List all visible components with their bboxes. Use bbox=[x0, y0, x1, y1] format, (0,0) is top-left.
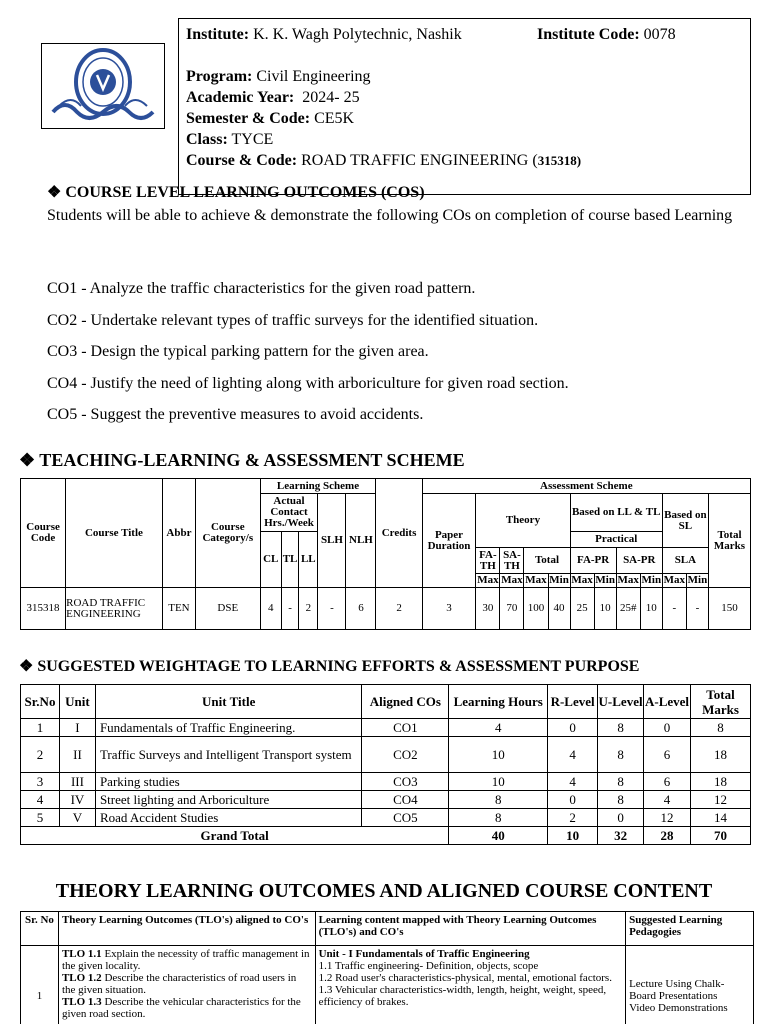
tls-heading: ❖ TEACHING-LEARNING & ASSESSMENT SCHEME bbox=[19, 450, 465, 470]
table-row: 3 III Parking studies CO3 10 4 8 6 18 bbox=[21, 773, 751, 791]
institute-emblem-icon bbox=[45, 46, 161, 126]
table-row: 5 V Road Accident Studies CO5 8 2 0 12 14 bbox=[21, 809, 751, 827]
co-item: CO5 - Suggest the preventive measures to avoid accidents. bbox=[47, 406, 424, 424]
co-item: CO4 - Justify the need of lighting along with arboriculture for given road section. bbox=[47, 374, 569, 392]
course-row: Course & Code: ROAD TRAFFIC ENGINEERING (315318) bbox=[186, 152, 582, 169]
table-row: 4 IV Street lighting and Arboriculture CO4 8 0 8 4 12 bbox=[21, 791, 751, 809]
course-info-box bbox=[178, 18, 751, 195]
weightage-table: Sr.No Unit Unit Title Aligned COs Learning Hours R-Level U-Level A-Level Total Marks 1 I Fundamentals of Traffic Engineering. CO1 4 0 8 0 8 2 II Traffic Surveys and Intelligent Transport system CO2 10 4 8 6 18 3 III Parking studies CO3 10 4 8 6 18 4 IV Street lighting and Arboriculture CO4 8 0 8 4 12 5 V Road Accident Studies CO5 8 2 0 12 14 Grand Total 40 10 32 28 70 bbox=[20, 684, 751, 845]
semester-row: Semester & Code: CE5K bbox=[186, 110, 355, 127]
institute-code-row: Institute Code: 0078 bbox=[537, 26, 676, 43]
pedagogy-cell: Lecture Using Chalk-Board Presentations Video Demonstrations bbox=[626, 946, 754, 1024]
co-heading: ❖ COURSE LEVEL LEARNING OUTCOMES (COS) bbox=[47, 184, 425, 201]
co-item: CO2 - Undertake relevant types of traffic surveys for the identified situation. bbox=[47, 311, 539, 329]
tlo-cell: TLO 1.1 Explain the necessity of traffic management in the given locality. TLO 1.2 Describe the characteristics of road users in the given situation. TLO 1.3 Describe the vehicular characteristics for the given road section. bbox=[58, 946, 315, 1024]
theory-heading: THEORY LEARNING OUTCOMES AND ALIGNED COURSE CONTENT bbox=[55, 880, 713, 902]
co-list bbox=[47, 279, 759, 437]
table-row: 315318 ROAD TRAFFIC ENGINEERING TEN DSE 4 - 2 - 6 2 3 30 70 100 40 25 10 25# 10 - - 150 bbox=[21, 588, 751, 630]
teaching-scheme-table: Course Code Course Title Abbr Course Category/s Learning Scheme Credits Assessment Scheme Actual Contact Hrs./Week SLH NLH Paper Duration Theory Based on LL & TL Based on SL Total Marks CL TL LL Practical FA-TH SA-TH Total FA-PR SA-PR SLA Max Max Max Min Max Min Max Min Max Min 315318 ROAD TRAFFIC ENGINEERING TEN DSE 4 - 2 - 6 2 3 30 70 100 40 25 10 25# 10 - - 150 bbox=[20, 478, 751, 630]
institute-code: 0078 bbox=[643, 26, 676, 43]
theory-outcomes-table: Sr. No Theory Learning Outcomes (TLO's) aligned to CO's Learning content mapped with Theory Learning Outcomes (TLO's) and CO's Suggested Learning Pedagogies 1 TLO 1.1 Explain the necessity of traffic management in the given locality. TLO 1.2 Describe the characteristics of road users in the given situation. TLO 1.3 Describe the vehicular characteristics for the given road section. Unit - I Fundamentals of Traffic Engineering 1.1 Traffic engineering- Definition, objects, scope 1.2 Road user's characteristics-physical, mental, emotional factors. 1.3 Vehicular characteristics-width, length, height, weight, speed, efficiency of brakes. Lecture Using Chalk-Board Presentations Video Demonstrations bbox=[20, 911, 754, 1024]
weightage-heading: ❖ SUGGESTED WEIGHTAGE TO LEARNING EFFORTS & ASSESSMENT PURPOSE bbox=[19, 658, 640, 675]
co-intro: Students will be able to achieve & demonstrate the following COs on completion of course based Learning bbox=[47, 207, 733, 224]
table-row: 2 II Traffic Surveys and Intelligent Transport system CO2 10 4 8 6 18 bbox=[21, 737, 751, 773]
grand-total-row: Grand Total 40 10 32 28 70 bbox=[21, 827, 751, 845]
co-item: CO3 - Design the typical parking pattern for the given area. bbox=[47, 343, 429, 361]
institute-row: Institute: K. K. Wagh Polytechnic, Nashik bbox=[186, 26, 462, 43]
content-cell: Unit - I Fundamentals of Traffic Engineering 1.1 Traffic engineering- Definition, objects, scope 1.2 Road user's characteristics-physical, mental, emotional factors. 1.3 Vehicular characteristics-width, length, height, weight, speed, efficiency of brakes. bbox=[315, 946, 626, 1024]
institute-name: K. K. Wagh Polytechnic, Nashik bbox=[253, 26, 462, 43]
institute-logo bbox=[41, 43, 165, 129]
table-row: 1 TLO 1.1 Explain the necessity of traffic management in the given locality. TLO 1.2 Describe the characteristics of road users in the given situation. TLO 1.3 Describe the vehicular characteristics for the given road section. Unit - I Fundamentals of Traffic Engineering 1.1 Traffic engineering- Definition, objects, scope 1.2 Road user's characteristics-physical, mental, emotional factors. 1.3 Vehicular characteristics-width, length, height, weight, speed, efficiency of brakes. Lecture Using Chalk-Board Presentations Video Demonstrations bbox=[21, 946, 754, 1024]
class-row: Class: TYCE bbox=[186, 131, 274, 148]
academic-year-row: Academic Year: 2024- 25 bbox=[186, 89, 360, 106]
program-row: Program: Civil Engineering bbox=[186, 68, 371, 85]
table-row: 1 I Fundamentals of Traffic Engineering. CO1 4 0 8 0 8 bbox=[21, 719, 751, 737]
co-item: CO1 - Analyze the traffic characteristics for the given road pattern. bbox=[47, 280, 476, 297]
